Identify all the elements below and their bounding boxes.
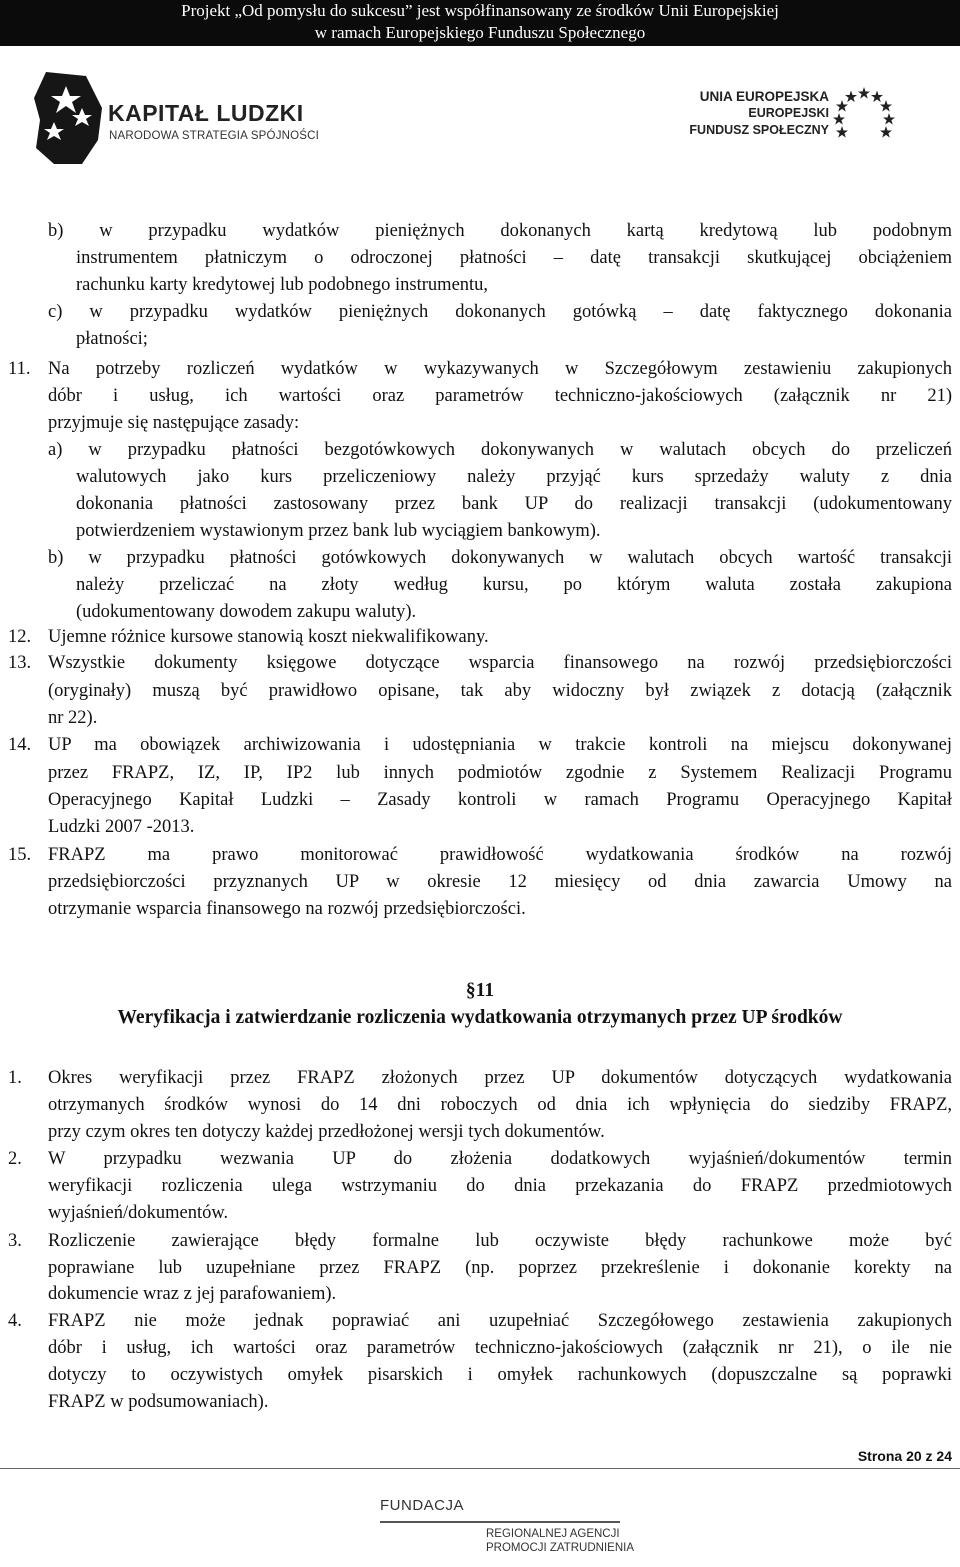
text-line: FRAPZ w podsumowaniach). <box>48 1392 269 1412</box>
text-line: c) w przypadku wydatków pieniężnych dokonanych gotówką – datę faktycznego dokonania <box>48 302 952 322</box>
fundacja-logo-rule <box>380 1521 620 1523</box>
text-line: otrzymanie wsparcia finansowego na rozwój przedsiębiorczości. <box>48 899 526 919</box>
text-line: wyjaśnień/dokumentów. <box>48 1203 229 1223</box>
text-line: UP ma obowiązek archiwizowania i udostępniania w trakcie kontroli na miejscu dokonywanej <box>48 735 952 755</box>
text-line: rachunku karty kredytowej lub podobnego instrumentu, <box>76 275 489 295</box>
list-number: 2. <box>8 1149 22 1169</box>
section-title: Weryfikacja i zatwierdzanie rozliczenia wydatkowania otrzymanych przez UP środków <box>117 1007 843 1028</box>
text-line: FRAPZ ma prawo monitorować prawidłowość wydatkowania środków na rozwój <box>48 845 952 865</box>
fundacja-subtitle-line-1: REGIONALNEJ AGENCJI <box>486 1528 620 1540</box>
text-line: a) w przypadku płatności bezgotówkowych dokonywanych w walutach obcych do przeliczeń <box>48 440 952 460</box>
text-line: Okres weryfikacji przez FRAPZ złożonych przez UP dokumentów dotyczących wydatkowania <box>48 1068 952 1088</box>
eu-logo-text <box>689 88 829 139</box>
text-line: przedsiębiorczości przyznanych UP w okresie 12 miesięcy od dnia zawarcia Umowy na <box>48 872 952 892</box>
page-header <box>0 0 960 46</box>
text-line: dokonania płatności zastosowany przez bank UP do realizacji transakcji (udokumentowany <box>76 494 952 514</box>
kapital-ludzki-logo <box>32 68 322 168</box>
fundacja-logo <box>380 1497 660 1561</box>
text-line: W przypadku wezwania UP do złożenia dodatkowych wyjaśnień/dokumentów termin <box>48 1149 952 1169</box>
text-line: Ludzki 2007 -2013. <box>48 817 195 837</box>
fundacja-subtitle <box>486 1527 634 1555</box>
text-line: dokumencie wraz z jej parafowaniem). <box>48 1284 337 1304</box>
text-line: dóbr i usług, ich wartości oraz parametrów techniczno-jakościowych (załącznik nr 21) <box>48 386 952 406</box>
list-number: 13. <box>8 653 32 673</box>
header-line-1: Projekt „Od pomysłu do sukcesu” jest współfinansowany ze środków Unii Europejskiej <box>181 1 779 20</box>
text-line: walutowych jako kurs przeliczeniowy należy przyjąć kurs sprzedaży waluty z dnia <box>76 467 952 487</box>
list-number: 15. <box>8 845 32 865</box>
text-line: dotyczy to oczywistych omyłek pisarskich i omyłek rachunkowych (dopuszczalne są poprawki <box>48 1365 952 1385</box>
list-number: 12. <box>8 627 32 647</box>
list-number: 4. <box>8 1311 22 1331</box>
list-number: 1. <box>8 1068 22 1088</box>
text-line: otrzymanych środków wynosi do 14 dni roboczych od dnia ich wpłynięcia do siedziby FRAPZ, <box>48 1095 952 1115</box>
eu-logo <box>662 88 927 148</box>
text-line: Rozliczenie zawierające błędy formalne lub oczywiste błędy rachunkowe może być <box>48 1231 952 1251</box>
text-line: przez FRAPZ, IZ, IP, IP2 lub innych podmiotów zgodnie z Systemem Realizacji Programu <box>48 763 952 783</box>
text-line: płatności; <box>76 329 148 349</box>
text-line: (oryginały) muszą być prawidłowo opisane, tak aby widoczny był związek z dotacją (załącznik <box>48 681 952 701</box>
text-line: przyjmuje się następujące zasady: <box>48 413 300 433</box>
fundacja-subtitle-line-2: PROMOCJI ZATRUDNIENIA <box>486 1542 635 1554</box>
text-line: Wszystkie dokumenty księgowe dotyczące wsparcia finansowego na rozwój przedsiębiorczości <box>48 653 952 673</box>
text-line: dóbr i usług, ich wartości oraz parametrów techniczno-jakościowych (załącznik nr 21), o ile nie <box>48 1338 952 1358</box>
list-number: 3. <box>8 1231 22 1251</box>
fundacja-name: FUNDACJA <box>380 1497 465 1514</box>
text-line: weryfikacji rozliczenia ulega wstrzymaniu do dnia przekazania do FRAPZ przedmiotowych <box>48 1176 952 1196</box>
kapital-ludzki-subtitle: NARODOWA STRATEGIA SPÓJNOŚCI <box>109 130 320 142</box>
eu-line-3: FUNDUSZ SPOŁECZNY <box>689 123 829 137</box>
text-line: nr 22). <box>48 708 98 728</box>
text-line: (udokumentowany dowodem zakupu waluty). <box>76 602 417 622</box>
header-line-2: w ramach Europejskiego Funduszu Społecznego <box>314 23 646 42</box>
text-line: FRAPZ nie może jednak poprawiać ani uzupełniać Szczegółowego zestawienia zakupionych <box>48 1311 952 1331</box>
text-line: Ujemne różnice kursowe stanowią koszt niekwalifikowany. <box>48 627 489 647</box>
text-line: b) w przypadku wydatków pieniężnych dokonanych kartą kredytową lub podobnym <box>48 221 952 241</box>
text-line: poprawiane lub uzupełniane przez FRAPZ (np. poprzez przekreślenie i dokonanie korekty na <box>48 1258 952 1278</box>
eu-stars-icon <box>833 84 895 146</box>
list-number: 14. <box>8 735 32 755</box>
footer-divider <box>0 1468 960 1469</box>
page-number: Strona 20 z 24 <box>857 1448 952 1464</box>
text-line: instrumentem płatniczym o odroczonej płatności – datę transakcji skutkującej obciążeniem <box>76 248 952 268</box>
text-line: należy przeliczać na złoty według kursu, po którym waluta została zakupiona <box>76 575 952 595</box>
eu-line-2: EUROPEJSKI <box>748 106 829 120</box>
text-line: potwierdzeniem wystawionym przez bank lub wyciągiem bankowym). <box>76 521 601 541</box>
text-line: b) w przypadku płatności gotówkowych dokonywanych w walutach obcych wartość transakcji <box>48 548 952 568</box>
kapital-ludzki-mark-icon <box>32 68 104 166</box>
kapital-ludzki-name: KAPITAŁ LUDZKI <box>108 100 304 126</box>
eu-line-1: UNIA EUROPEJSKA <box>699 89 829 104</box>
list-number: 11. <box>8 359 31 379</box>
section-number: §11 <box>465 980 495 1001</box>
text-line: Na potrzeby rozliczeń wydatków w wykazywanych w Szczegółowym zestawieniu zakupionych <box>48 359 952 379</box>
text-line: przy czym okres ten dotyczy każdej przedłożonej wersji tych dokumentów. <box>48 1122 605 1142</box>
text-line: Operacyjnego Kapitał Ludzki – Zasady kontroli w ramach Programu Operacyjnego Kapitał <box>48 790 952 810</box>
